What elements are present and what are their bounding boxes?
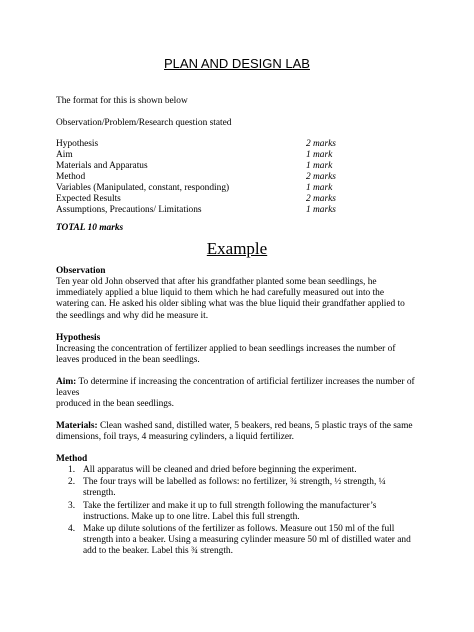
method-heading: Method	[56, 454, 88, 464]
materials-label: Materials:	[56, 421, 98, 431]
aim-text-continued: produced in the bean seedlings.	[56, 399, 174, 410]
marks-value: 1 mark	[306, 161, 333, 171]
marks-label: Variables (Manipulated, constant, responding)	[56, 183, 230, 193]
total-marks: TOTAL 10 marks	[56, 223, 124, 233]
aim-text: To determine if increasing the concentration of artificial fertilizer increases the number of leaves	[56, 377, 415, 399]
aim-paragraph	[56, 377, 418, 411]
marks-value: 2 marks	[306, 172, 336, 182]
method-step	[56, 465, 418, 476]
step-text: The four trays will be labelled as follows: no fertilizer, ¾ strength, ½ strength, ¼ strength.	[83, 477, 386, 499]
document-title: PLAN AND DESIGN LAB	[164, 56, 310, 71]
example-heading: Example	[206, 239, 268, 258]
step-text: Take the fertilizer and make it up to full strength following the manufacturer’s instructions. Make up to one litre. Label this full strength.	[83, 500, 377, 522]
marks-label: Aim	[56, 150, 73, 160]
observation-line: Observation/Problem/Research question stated	[56, 118, 232, 128]
materials-text: Clean washed sand, distilled water, 5 beakers, red beans, 5 plastic trays of the same dimensions, foil trays, 4 measuring cylinders, a liquid fertilizer.	[56, 421, 413, 443]
step-number: 2.	[68, 477, 76, 488]
method-list	[56, 465, 418, 559]
step-number: 1.	[68, 465, 76, 475]
hypothesis-heading: Hypothesis	[56, 333, 101, 343]
marks-value: 1 mark	[306, 150, 333, 160]
marks-value: 1 marks	[306, 205, 336, 215]
observation-heading: Observation	[56, 266, 106, 276]
intro-text: The format for this is shown below	[56, 96, 188, 106]
materials-paragraph	[56, 421, 418, 443]
hypothesis-text: Increasing the concentration of fertilizer applied to bean seedlings increases the number of leaves produced in the bean seedlings.	[56, 344, 396, 366]
aim-label: Aim:	[56, 377, 77, 387]
step-text: All apparatus will be cleaned and dried before beginning the experiment.	[83, 465, 357, 475]
marks-label: Assumptions, Precautions/ Limitations	[56, 205, 202, 215]
marks-label: Method	[56, 172, 86, 182]
step-text: Make up dilute solutions of the fertilizer as follows. Measure out 150 ml of the full strength into a beaker. Using a measuring cylinder measure 50 ml of distilled water and add to the beaker. Label this ¾ strength.	[83, 524, 411, 557]
marks-value: 2 marks	[306, 194, 336, 204]
marks-label: Hypothesis	[56, 139, 99, 149]
observation-text: Ten year old John observed that after his grandfather planted some bean seedlings, he immediately applied a blue liquid to them which he had carefully measured out into the watering can. He asked his older sibling what was the blue liquid their grandfather applied to the seedlings and why did he measure it.	[56, 277, 405, 321]
marks-label: Materials and Apparatus	[56, 161, 148, 171]
method-step	[56, 524, 418, 558]
method-step	[56, 501, 418, 523]
method-step	[56, 477, 418, 499]
marks-value: 2 marks	[306, 139, 336, 149]
marks-label: Expected Results	[56, 194, 121, 204]
step-number: 4.	[68, 524, 76, 535]
step-number: 3.	[68, 500, 76, 511]
marks-value: 1 mark	[306, 183, 333, 193]
